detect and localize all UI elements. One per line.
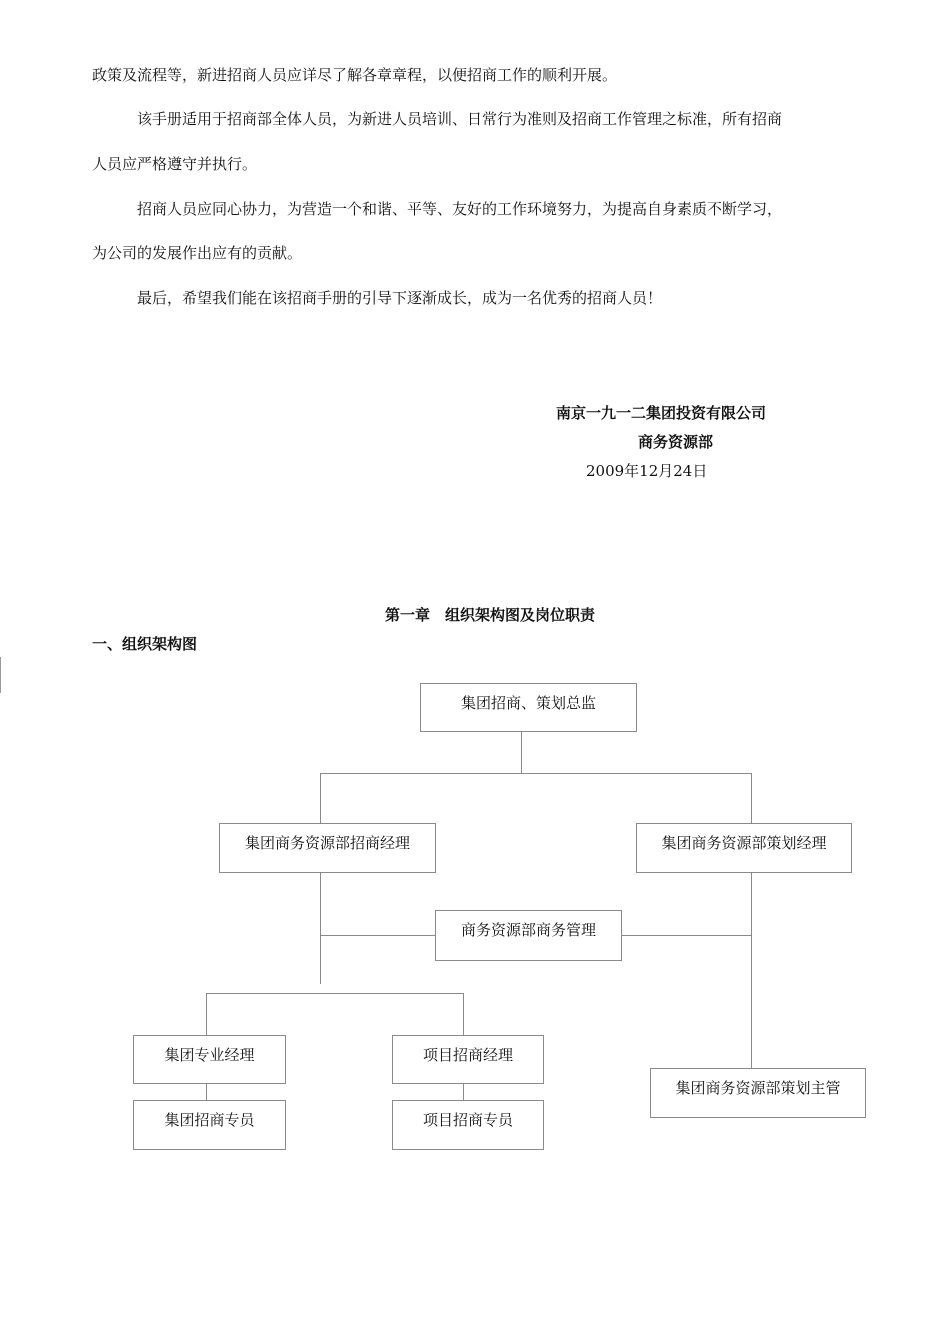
margin-mark bbox=[0, 657, 1, 693]
connector-lower-bar bbox=[206, 993, 464, 994]
org-box-project-manager: 项目招商经理 bbox=[392, 1035, 544, 1084]
org-box-investment-manager: 集团商务资源部招商经理 bbox=[219, 823, 436, 873]
signature-company: 南京一九一二集团投资有限公司 bbox=[556, 404, 767, 422]
org-box-business-admin: 商务资源部商务管理 bbox=[435, 910, 622, 961]
intro-para2-line-2: 人员应严格遵守并执行。 bbox=[92, 155, 258, 173]
chapter-title: 第一章 组织架构图及岗位职责 bbox=[384, 606, 595, 624]
org-box-professional-manager: 集团专业经理 bbox=[133, 1035, 286, 1084]
connector-planning-manager-down bbox=[751, 872, 752, 1068]
connector-to-project-specialist bbox=[463, 1083, 464, 1100]
connector-director-down bbox=[521, 731, 522, 773]
org-box-project-specialist: 项目招商专员 bbox=[392, 1100, 544, 1150]
org-box-planning-manager: 集团商务资源部策划经理 bbox=[636, 823, 852, 873]
org-box-planning-supervisor: 集团商务资源部策划主管 bbox=[650, 1068, 866, 1118]
intro-para3-line-2: 为公司的发展作出应有的贡献。 bbox=[92, 244, 303, 262]
signature-date: 2009年12月24日 bbox=[586, 462, 708, 480]
org-box-director: 集团招商、策划总监 bbox=[420, 683, 637, 732]
intro-para4: 最后，希望我们能在该招商手册的引导下逐渐成长，成为一名优秀的招商人员！ bbox=[137, 289, 663, 307]
connector-admin-left bbox=[320, 935, 435, 936]
intro-para2-line-1: 该手册适用于招商部全体人员，为新进人员培训、日常行为准则及招商工作管理之标准，所有招商 bbox=[137, 110, 783, 128]
connector-to-professional-manager bbox=[206, 993, 207, 1035]
connector-to-group-specialist bbox=[206, 1083, 207, 1100]
signature-department: 商务资源部 bbox=[638, 433, 714, 451]
connector-to-project-manager bbox=[463, 993, 464, 1035]
connector-top-bar bbox=[320, 773, 751, 774]
org-box-group-specialist: 集团招商专员 bbox=[133, 1100, 286, 1150]
connector-to-planning-manager bbox=[751, 773, 752, 823]
intro-para3-line-1: 招商人员应同心协力，为营造一个和谐、平等、友好的工作环境努力，为提高自身素质不断学习， bbox=[137, 200, 783, 218]
connector-to-investment-manager bbox=[320, 773, 321, 823]
intro-line-1: 政策及流程等，新进招商人员应详尽了解各章章程，以便招商工作的顺利开展。 bbox=[92, 66, 618, 84]
connector-investment-manager-down bbox=[320, 872, 321, 984]
connector-admin-right bbox=[621, 935, 751, 936]
section-title: 一、组织架构图 bbox=[92, 635, 198, 653]
